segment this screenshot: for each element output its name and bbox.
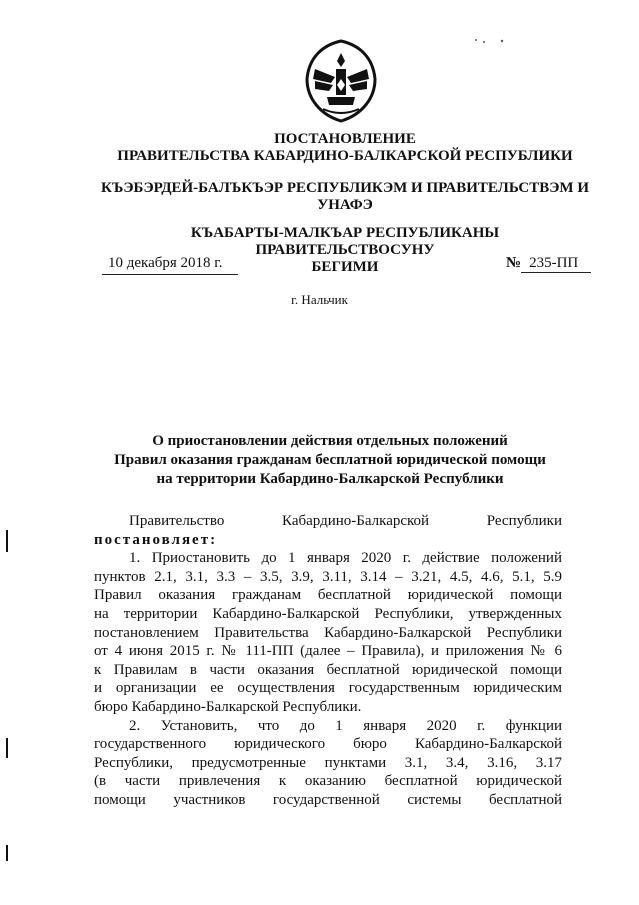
body-line: помощи участников государственной системы бесплатной [94,791,562,808]
kabardian-heading [100,180,590,214]
body-line: 1. Приостановить до 1 января 2020 г. действие положений [129,550,562,567]
body-line: пунктов 2.1, 3.1, 3.3 – 3.5, 3.9, 3.11, 3.14 – 3.21, 4.5, 4.6, 5.1, 5.9 [94,568,562,585]
body-line-resolves: постановляет: [94,531,218,548]
heading-line: БЕГИМИ [311,259,379,275]
body-line: на территории Кабардино-Балкарской Республики, утвержденных [94,605,562,622]
body-line: и организации ее осуществления государственным юридическим [94,680,562,697]
title-line: Правил оказания гражданам бесплатной юридической помощи [114,452,546,468]
heading-line: ПРАВИТЕЛЬСТВА КАБАРДИНО-БАЛКАРСКОЙ РЕСПУБЛИКИ [117,148,573,164]
scan-edge-mark [6,738,8,758]
title-line: на территории Кабардино-Балкарской Республики [156,471,504,487]
heading-line: КЪЭБЭРДЕЙ-БАЛЪКЪЭР РЕСПУБЛИКЭМ И ПРАВИТЕЛЬСТВЭМ И [101,180,589,196]
heading-line: УНАФЭ [317,197,373,213]
number-sign: № [506,255,522,271]
heading-line: ПОСТАНОВЛЕНИЕ [274,131,416,147]
body-line: государственного юридического бюро Кабардино-Балкарской [94,736,562,753]
document-type-heading [100,131,590,165]
scan-edge-mark [6,530,8,552]
body-line: к Правилам в части оказания бесплатной юридической помощи [94,661,562,678]
document-number [506,255,596,273]
body-line: Правительство Кабардино-Балкарской Республики [129,513,562,529]
scan-specks [470,36,510,46]
body-line: постановлением Правительства Кабардино-Балкарской Республики [94,624,562,641]
body-line: (в части привлечения к оказанию бесплатной юридической [94,773,562,790]
body-line: Правил оказания гражданам бесплатной юридической помощи [94,587,562,604]
coat-of-arms-emblem [301,39,381,123]
city-name: г. Нальчик [291,292,348,307]
body-line: Республики, предусмотренные пунктами 3.1, 3.4, 3.16, 3.17 [94,754,562,771]
title-line: О приостановлении действия отдельных положений [152,433,508,449]
heading-line: КЪАБАРТЫ-МАЛКЪАР РЕСПУБЛИКАНЫ ПРАВИТЕЛЬСТВОСУНУ [190,225,500,258]
document-body [94,512,562,810]
document-title [110,432,550,489]
body-line: бюро Кабардино-Балкарской Республики. [94,698,362,715]
document-date: 10 декабря 2018 г. [102,255,238,275]
body-line: от 4 июня 2015 г. № 111-ПП (далее – Правила), и приложения № 6 [94,643,562,660]
scan-edge-mark [6,845,8,861]
body-line: 2. Установить, что до 1 января 2020 г. функции [129,717,562,734]
number-value: 235-ПП [521,255,591,273]
